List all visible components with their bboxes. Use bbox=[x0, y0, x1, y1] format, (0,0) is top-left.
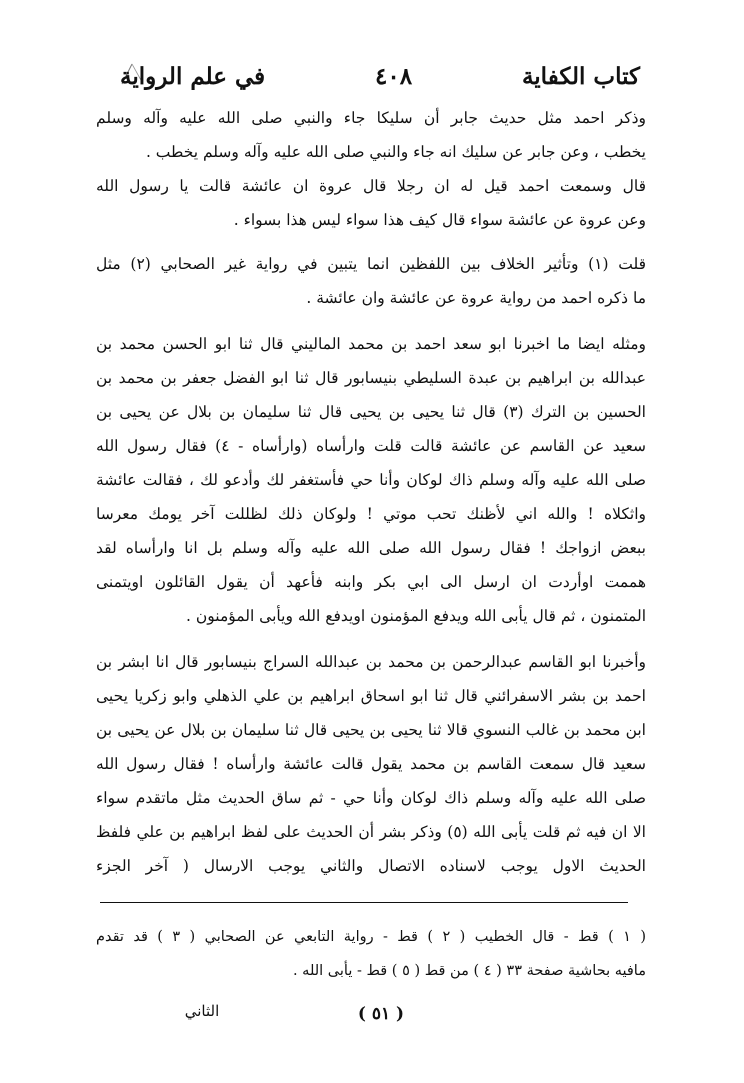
text-line: وأخبرنا ابو القاسم عبدالرحمن بن محمد بن عبدالله السراج بنيسابور قال انا ابشر بن bbox=[96, 653, 646, 671]
footnote-divider bbox=[100, 902, 628, 903]
text-line: احمد بن بشر الاسفرائني قال ثنا ابو اسحاق ابراهيم بن علي الذهلي وابو زكريا يحيى bbox=[96, 687, 646, 705]
header-subtitle: في علم الرواية bbox=[120, 62, 266, 90]
footnote-line: مافيه بحاشية صفحة ٣٣ ( ٤ ) من قط ( ٥ ) قط - يأبى الله . bbox=[292, 963, 646, 979]
text-line: الا ان فيه ثم قلت يأبى الله (٥) وذكر بشر أن الحديث على لفظ ابراهيم بن علي فلفظ bbox=[96, 823, 646, 841]
text-line: صلى الله عليه وآله وسلم ذاك لوكان وأنا حي فأستغفر لك وأدعو لك ، فقالت عائشة bbox=[96, 471, 646, 489]
text-line: ومثله ايضا ما اخبرنا ابو سعد احمد بن محمد الماليني قال ثنا ابو الحسن محمد بن bbox=[96, 335, 646, 353]
footnote-line: ( ١ ) قط - قال الخطيب ( ٢ ) قط - رواية التابعي عن الصحابي ( ٣ ) قد تقدم bbox=[96, 929, 646, 945]
text-line: قلت (١) وتأثير الخلاف بين اللفظين انما يتبين في رواية غير الصحابي (٢) مثل bbox=[96, 255, 646, 273]
text-line: عبدالله بن ابراهيم بن عبدة السليطي بنيسابور قال ثنا ابو الفضل جعفر بن محمد بن bbox=[96, 369, 646, 387]
text-line: الحديث الاول يوجب لاسناده الاتصال والثاني يوجب الارسال ( آخر الجزء bbox=[96, 857, 646, 875]
text-line: هممت اوأردت ان ارسل الى ابي بكر وابنه فأعهد أن يقول القائلون اويتمنى bbox=[96, 573, 646, 591]
text-line: واثكلاه ! والله اني لأظنك تحب موتي ! ولوكان ذلك لظللت آخر يومك معرسا bbox=[96, 505, 646, 523]
text-line: وذكر احمد مثل حديث جابر أن سليكا جاء والنبي صلى الله عليه وآله وسلم bbox=[96, 109, 646, 127]
text-line: وعن عروة عن عائشة سواء قال كيف هذا سواء ليس هذا بسواء . bbox=[233, 211, 646, 229]
text-line: ما ذكره احمد من رواية عروة عن عائشة وان عائشة . bbox=[306, 289, 646, 307]
signature-number: ( ٥١ ) bbox=[357, 1004, 405, 1024]
text-line: ابن محمد بن غالب النسوي قالا ثنا يحيى بن يحيى قال ثنا سليمان بن بلال عن يحيى بن bbox=[96, 721, 646, 739]
text-line: المتمنون ، ثم قال يأبى الله ويدفع المؤمنون اويدفع الله ويأبى المؤمنون . bbox=[186, 607, 646, 625]
book-title: كتاب الكفاية bbox=[521, 62, 640, 90]
running-header bbox=[120, 58, 640, 94]
page-number: ٤٠٨ bbox=[375, 62, 413, 90]
text-line: الحسين بن الترك (٣) قال ثنا يحيى بن يحيى قال ثنا سليمان بن بلال عن يحيى بن bbox=[96, 403, 646, 421]
text-line: سعيد قال سمعت القاسم بن محمد يقول قالت عائشة وارأساه ! فقال رسول الله bbox=[96, 755, 646, 773]
text-line: قال وسمعت احمد قيل له ان رجلا قال عروة ان عائشة قالت يا رسول الله bbox=[96, 177, 646, 195]
text-line: صلى الله عليه وآله وسلم ذاك لوكان وأنا حي - ثم ساق الحديث مثل ماتقدم سواء bbox=[96, 789, 646, 807]
text-line: سعيد عن القاسم عن عائشة قالت قلت وارأساه (وارأساه - ٤) فقال رسول الله bbox=[96, 437, 646, 455]
text-line: ببعض ازواجك ! فقال رسول الله صلى الله عليه وآله وسلم بل انا وارأساه لقد bbox=[96, 539, 646, 557]
text-line: يخطب ، وعن جابر عن سليك انه جاء والنبي صلى الله عليه وآله وسلم يخطب . bbox=[145, 143, 646, 161]
catchword: الثاني bbox=[184, 1002, 220, 1020]
